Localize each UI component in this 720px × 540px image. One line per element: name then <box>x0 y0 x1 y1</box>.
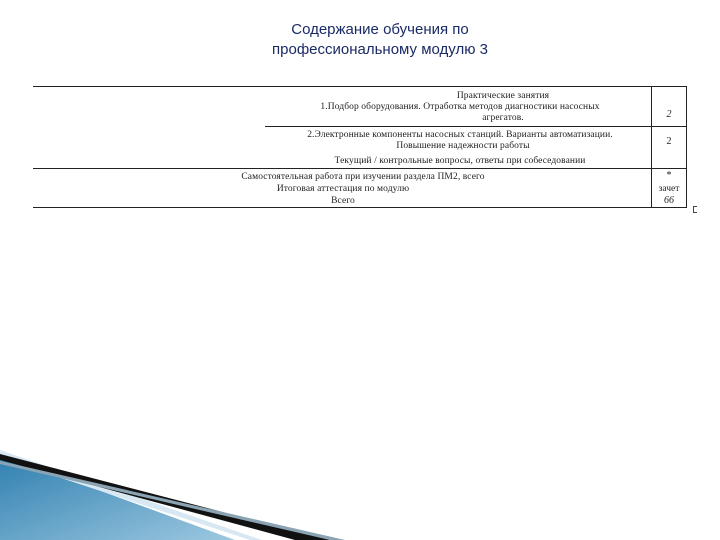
topic-1-line-2: агрегатов. <box>482 113 524 123</box>
final-attestation-value: зачет <box>658 184 680 194</box>
final-attestation-label: Итоговая аттестация по модулю <box>276 184 410 194</box>
topic-2-hours: 2 <box>666 136 672 147</box>
table-bottom-rule <box>33 207 687 208</box>
topic-2-line-2: Повышение надежности работы <box>396 141 530 151</box>
decorative-corner-stripes <box>0 440 720 540</box>
self-study-label: Самостоятельная работа при изучении раздела ПМ2, всего <box>241 172 485 182</box>
title-line-2: профессиональному модулю 3 <box>272 41 488 58</box>
table-top-rule <box>33 86 687 87</box>
control-questions: Текущий / контрольные вопросы, ответы при собеседовании <box>334 156 586 166</box>
topic-2-line-1: 2.Электронные компоненты насосных станций. Варианты автоматизации. <box>307 130 613 140</box>
title-line-1: Содержание обучения по <box>291 21 469 38</box>
self-study-hours: * <box>666 170 672 181</box>
practical-header: Практические занятия <box>456 91 550 101</box>
row-divider <box>265 126 687 127</box>
topic-1-hours: 2 <box>666 109 672 120</box>
total-value: 66 <box>664 195 674 206</box>
row-divider <box>33 168 687 169</box>
bracket-mark <box>693 206 697 213</box>
page-title <box>180 20 580 60</box>
curriculum-table <box>33 86 687 208</box>
topic-1-line-1: 1.Подбор оборудования. Отработка методов диагностики насосных <box>320 102 600 112</box>
total-label: Всего <box>331 196 355 206</box>
